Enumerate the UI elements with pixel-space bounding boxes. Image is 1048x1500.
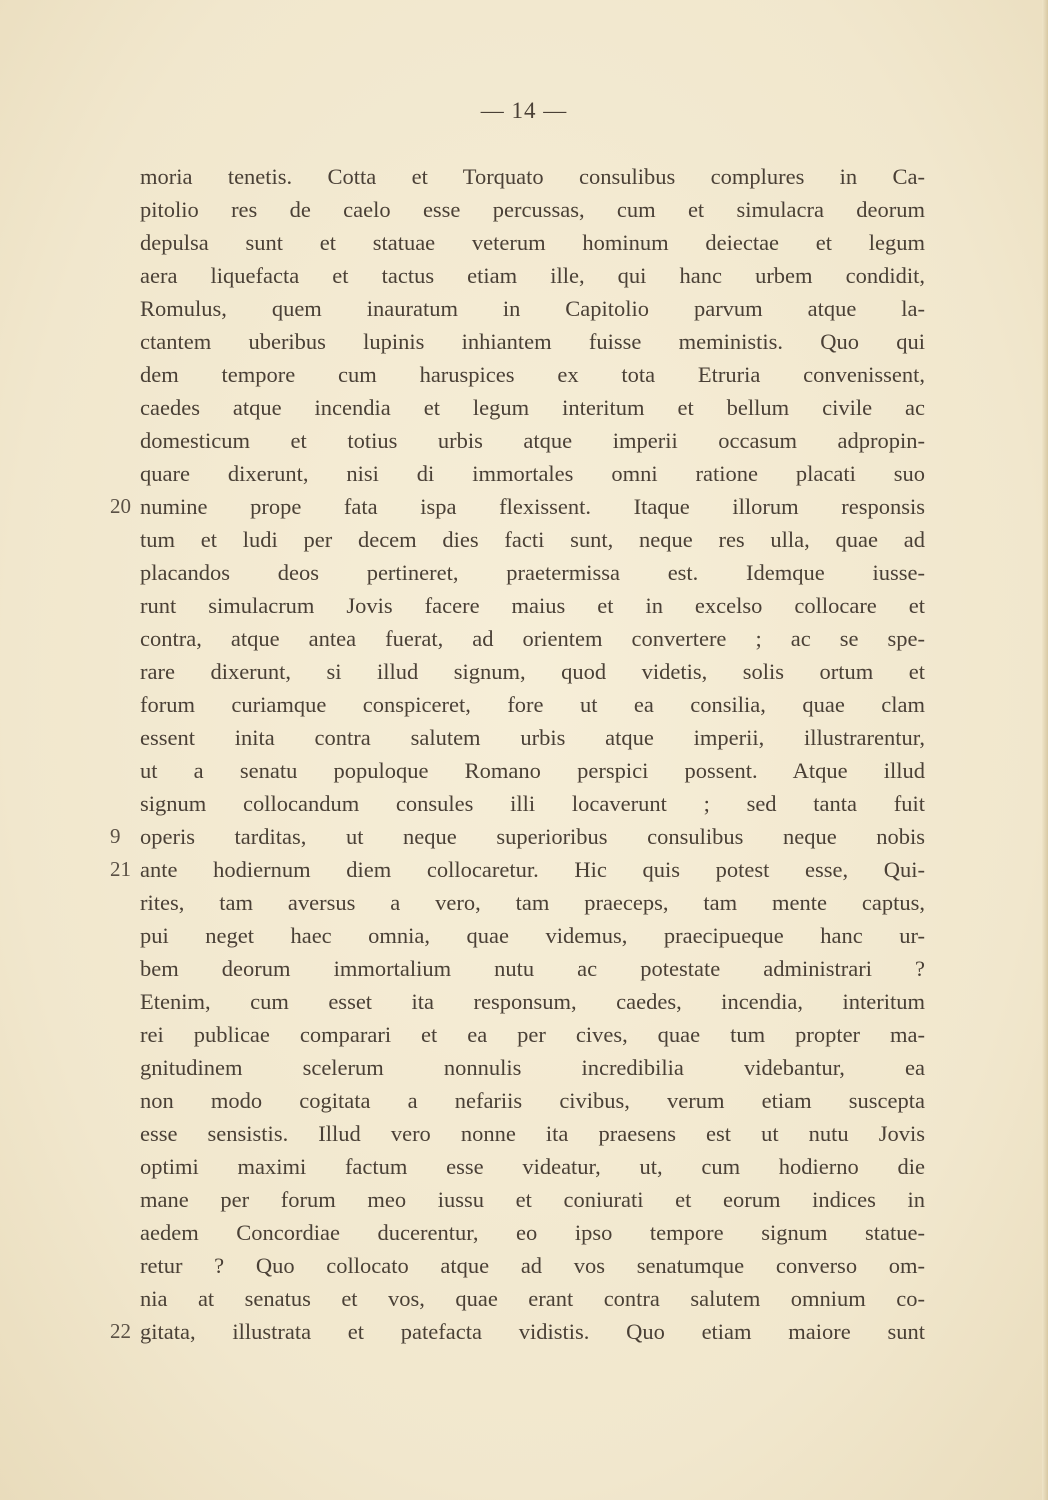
page-number: — 14 — [480, 98, 568, 123]
line-text: aedem Concordiae ducerentur, eo ipso tempore signum statue- [140, 1220, 925, 1245]
text-line [140, 622, 925, 655]
text-line [140, 1183, 925, 1216]
line-text: optimi maximi factum esse videatur, ut, cum hodierno die [140, 1154, 925, 1179]
line-text: contra, atque antea fuerat, ad orientem convertere ; ac se spe- [140, 626, 925, 651]
text-line [110, 1315, 925, 1348]
line-text: gitata, illustrata et patefacta vidistis. Quo etiam maiore sunt [140, 1319, 925, 1344]
line-text: aera liquefacta et tactus etiam ille, qui hanc urbem condidit, [140, 263, 925, 288]
line-text: pitolio res de caelo esse percussas, cum et simulacra deorum [140, 197, 925, 222]
text-line [140, 1150, 925, 1183]
text-line [140, 259, 925, 292]
line-text: numine prope fata ispa flexissent. Itaque illorum responsis [140, 494, 925, 519]
text-line [140, 985, 925, 1018]
line-text: rare dixerunt, si illud signum, quod videtis, solis ortum et [140, 659, 925, 684]
line-text: mane per forum meo iussu et coniurati et eorum indices in [140, 1187, 925, 1212]
line-text: runt simulacrum Jovis facere maius et in excelso collocare et [140, 593, 925, 618]
line-text: pui neget haec omnia, quae videmus, praecipueque hanc ur- [140, 923, 925, 948]
text-line [110, 490, 925, 523]
line-text: operis tarditas, ut neque superioribus consulibus neque nobis [140, 824, 925, 849]
margin-number: 21 [110, 857, 131, 881]
text-line [140, 292, 925, 325]
text-line [140, 193, 925, 226]
text-line [140, 919, 925, 952]
text-line [140, 160, 925, 193]
text-line [140, 325, 925, 358]
line-text: ut a senatu populoque Romano perspici possent. Atque illud [140, 758, 925, 783]
line-text: gnitudinem scelerum nonnulis incredibilia videbantur, ea [140, 1055, 925, 1080]
line-text: ante hodiernum diem collocaretur. Hic quis potest esse, Qui- [140, 857, 925, 882]
margin-number: 22 [110, 1319, 131, 1343]
line-text: forum curiamque conspiceret, fore ut ea consilia, quae clam [140, 692, 925, 717]
line-text: Romulus, quem inauratum in Capitolio parvum atque la- [140, 296, 925, 321]
line-text: essent inita contra salutem urbis atque imperii, illustrarentur, [140, 725, 925, 750]
line-text: caedes atque incendia et legum interitum et bellum civile ac [140, 395, 925, 420]
text-line [140, 1051, 925, 1084]
text-line [140, 787, 925, 820]
text-line [140, 523, 925, 556]
text-line [140, 1282, 925, 1315]
text-line [140, 952, 925, 985]
margin-number: 20 [110, 494, 131, 518]
body-text [110, 160, 925, 1348]
text-line [140, 688, 925, 721]
text-line [140, 886, 925, 919]
text-line [110, 853, 925, 886]
line-text: rites, tam aversus a vero, tam praeceps, tam mente captus, [140, 890, 925, 915]
line-text: placandos deos pertineret, praetermissa est. Idemque iusse- [140, 560, 925, 585]
line-text: dem tempore cum haruspices ex tota Etruria convenissent, [140, 362, 925, 387]
text-line [140, 721, 925, 754]
text-line [140, 556, 925, 589]
text-line [140, 655, 925, 688]
line-text: non modo cogitata a nefariis civibus, verum etiam suscepta [140, 1088, 925, 1113]
line-text: esse sensistis. Illud vero nonne ita praesens est ut nutu Jovis [140, 1121, 925, 1146]
line-text: ctantem uberibus lupinis inhiantem fuisse meministis. Quo qui [140, 329, 925, 354]
line-text: quare dixerunt, nisi di immortales omni ratione placati suo [140, 461, 925, 486]
page-edge [1042, 0, 1048, 1500]
line-text: Etenim, cum esset ita responsum, caedes, incendia, interitum [140, 989, 925, 1014]
text-line [140, 1084, 925, 1117]
line-text: retur ? Quo collocato atque ad vos senatumque converso om- [140, 1253, 925, 1278]
line-text: bem deorum immortalium nutu ac potestate administrari ? [140, 956, 925, 981]
text-line [140, 754, 925, 787]
text-line [140, 226, 925, 259]
line-text: depulsa sunt et statuae veterum hominum deiectae et legum [140, 230, 925, 255]
text-line [110, 820, 925, 853]
line-text: nia at senatus et vos, quae erant contra salutem omnium co- [140, 1286, 925, 1311]
line-text: domesticum et totius urbis atque imperii occasum adpropin- [140, 428, 925, 453]
text-line [140, 358, 925, 391]
text-line [140, 589, 925, 622]
text-line [140, 1249, 925, 1282]
text-line [140, 424, 925, 457]
line-text: moria tenetis. Cotta et Torquato consulibus complures in Ca- [140, 164, 925, 189]
line-text: tum et ludi per decem dies facti sunt, neque res ulla, quae ad [140, 527, 925, 552]
line-text: signum collocandum consules illi locaverunt ; sed tanta fuit [140, 791, 925, 816]
text-line [140, 1117, 925, 1150]
line-text: rei publicae comparari et ea per cives, quae tum propter ma- [140, 1022, 925, 1047]
margin-number: 9 [110, 824, 121, 848]
text-line [140, 1216, 925, 1249]
text-line [140, 1018, 925, 1051]
text-line [140, 391, 925, 424]
text-line [140, 457, 925, 490]
